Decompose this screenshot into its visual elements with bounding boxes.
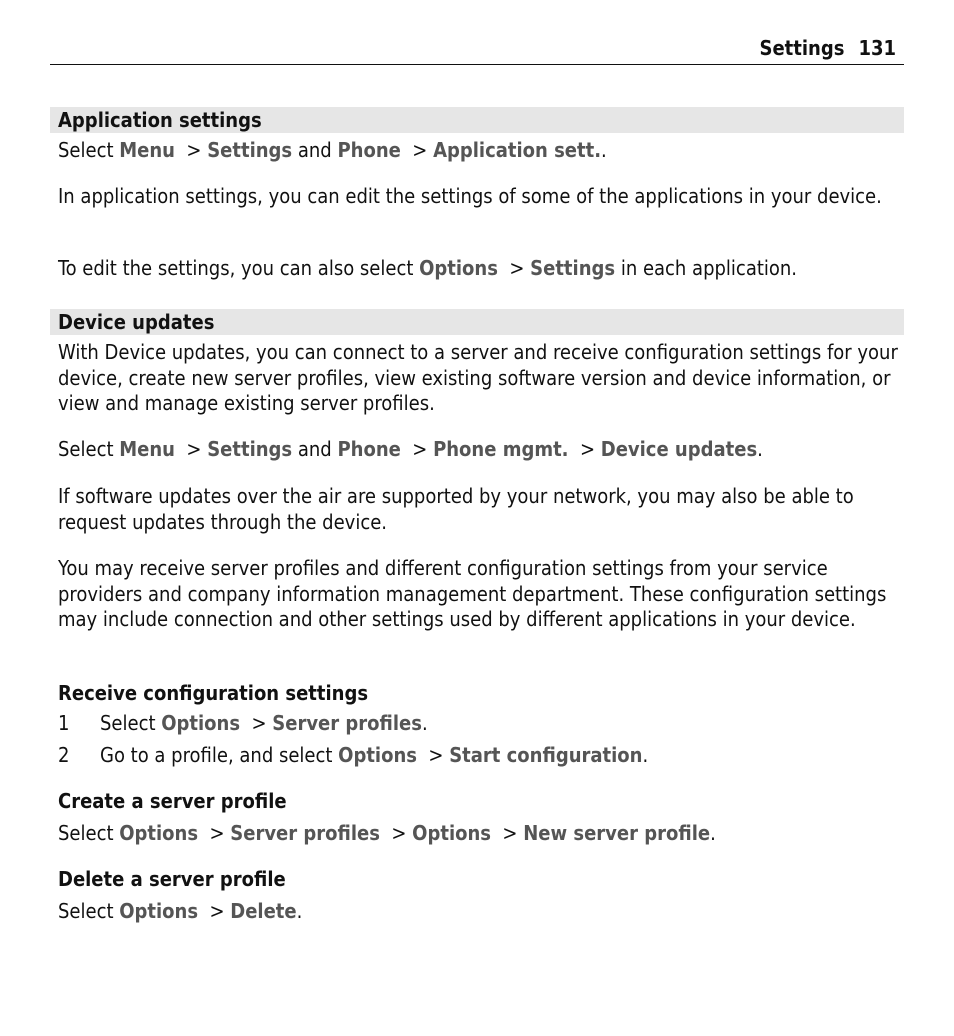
menu-path-new-server-profile: New server profile — [523, 821, 711, 845]
path-separator: > — [491, 821, 524, 845]
period: . — [757, 437, 763, 461]
header-section-title: Settings — [759, 36, 845, 60]
path-separator: > — [174, 437, 208, 461]
header-rule — [50, 64, 904, 65]
menu-path-phone-mgmt: Phone mgmt. — [433, 437, 569, 461]
page-number: 131 — [858, 36, 896, 60]
menu-path-phone: Phone — [337, 138, 401, 162]
select-word: Select — [58, 138, 120, 162]
and-word: and — [292, 437, 338, 461]
text-run: Go to a profile, and select — [100, 743, 339, 767]
section-heading-band — [50, 309, 904, 335]
path-separator: > — [198, 899, 231, 923]
select-word: Select — [58, 899, 120, 923]
menu-path-menu: Menu — [119, 437, 175, 461]
subheading-create-server-profile: Create a server profile — [58, 789, 287, 813]
menu-path-options: Options — [161, 711, 241, 735]
period: . — [710, 821, 716, 845]
menu-path-phone: Phone — [337, 437, 401, 461]
subheading-delete-server-profile: Delete a server profile — [58, 867, 286, 891]
path-separator: > — [379, 821, 413, 845]
text-run: Select — [100, 711, 162, 735]
path-separator: > — [400, 437, 434, 461]
app-settings-paragraph: In application settings, you can edit the settings of some of the applications in your device. — [58, 184, 882, 208]
section-heading-application-settings: Application settings — [58, 108, 262, 132]
section-heading-device-updates: Device updates — [58, 310, 215, 334]
menu-path-server-profiles: Server profiles — [230, 821, 380, 845]
menu-path-delete: Delete — [230, 899, 297, 923]
period: . — [601, 138, 607, 162]
menu-path-options: Options — [119, 821, 199, 845]
device-updates-select-line — [58, 437, 904, 463]
app-settings-select-line — [58, 138, 904, 164]
period: . — [296, 899, 303, 923]
menu-path-settings: Settings — [530, 256, 616, 280]
app-settings-options-line — [58, 256, 904, 282]
running-header — [759, 36, 896, 60]
subheading-receive-configuration: Receive configuration settings — [58, 681, 369, 705]
path-separator: > — [416, 743, 450, 767]
path-separator: > — [568, 437, 601, 461]
menu-path-start-configuration: Start configuration — [449, 743, 643, 767]
select-word: Select — [58, 437, 120, 461]
menu-path-options: Options — [412, 821, 491, 845]
period: . — [642, 743, 649, 767]
step-number: 1 — [58, 711, 70, 735]
and-word: and — [292, 138, 338, 162]
section-heading-band — [50, 107, 904, 133]
menu-path-application-settings: Application sett. — [433, 138, 602, 162]
menu-path-options: Options — [119, 899, 199, 923]
path-separator: > — [174, 138, 208, 162]
menu-path-server-profiles: Server profiles — [272, 711, 422, 735]
create-profile-select-line — [58, 821, 904, 847]
device-updates-profiles-paragraph: You may receive server profiles and different configuration settings from your service providers and company information management department. These configuration settings may include connection and other settings used by different applications in your device. — [58, 556, 887, 631]
menu-path-settings: Settings — [207, 138, 293, 162]
menu-path-device-updates: Device updates — [600, 437, 758, 461]
period: . — [421, 711, 428, 735]
text-run: in each application. — [615, 256, 798, 280]
menu-path-menu: Menu — [119, 138, 175, 162]
delete-profile-select-line — [58, 899, 904, 925]
device-updates-ota-paragraph: If software updates over the air are supported by your network, you may also be able to request updates through the device. — [58, 484, 854, 534]
step-text — [100, 711, 428, 736]
menu-path-options: Options — [338, 743, 417, 767]
text-run: To edit the settings, you can also select — [58, 256, 420, 280]
path-separator: > — [198, 821, 231, 845]
path-separator: > — [400, 138, 434, 162]
select-word: Select — [58, 821, 120, 845]
path-separator: > — [240, 711, 273, 735]
menu-path-settings: Settings — [207, 437, 293, 461]
device-updates-intro: With Device updates, you can connect to a server and receive configuration settings for your device, create new server profiles, view existing software version and device information, or view and manage existing server profiles. — [58, 340, 898, 415]
menu-path-options: Options — [419, 256, 498, 280]
step-text — [100, 743, 648, 768]
step-number: 2 — [58, 743, 70, 767]
path-separator: > — [497, 256, 531, 280]
